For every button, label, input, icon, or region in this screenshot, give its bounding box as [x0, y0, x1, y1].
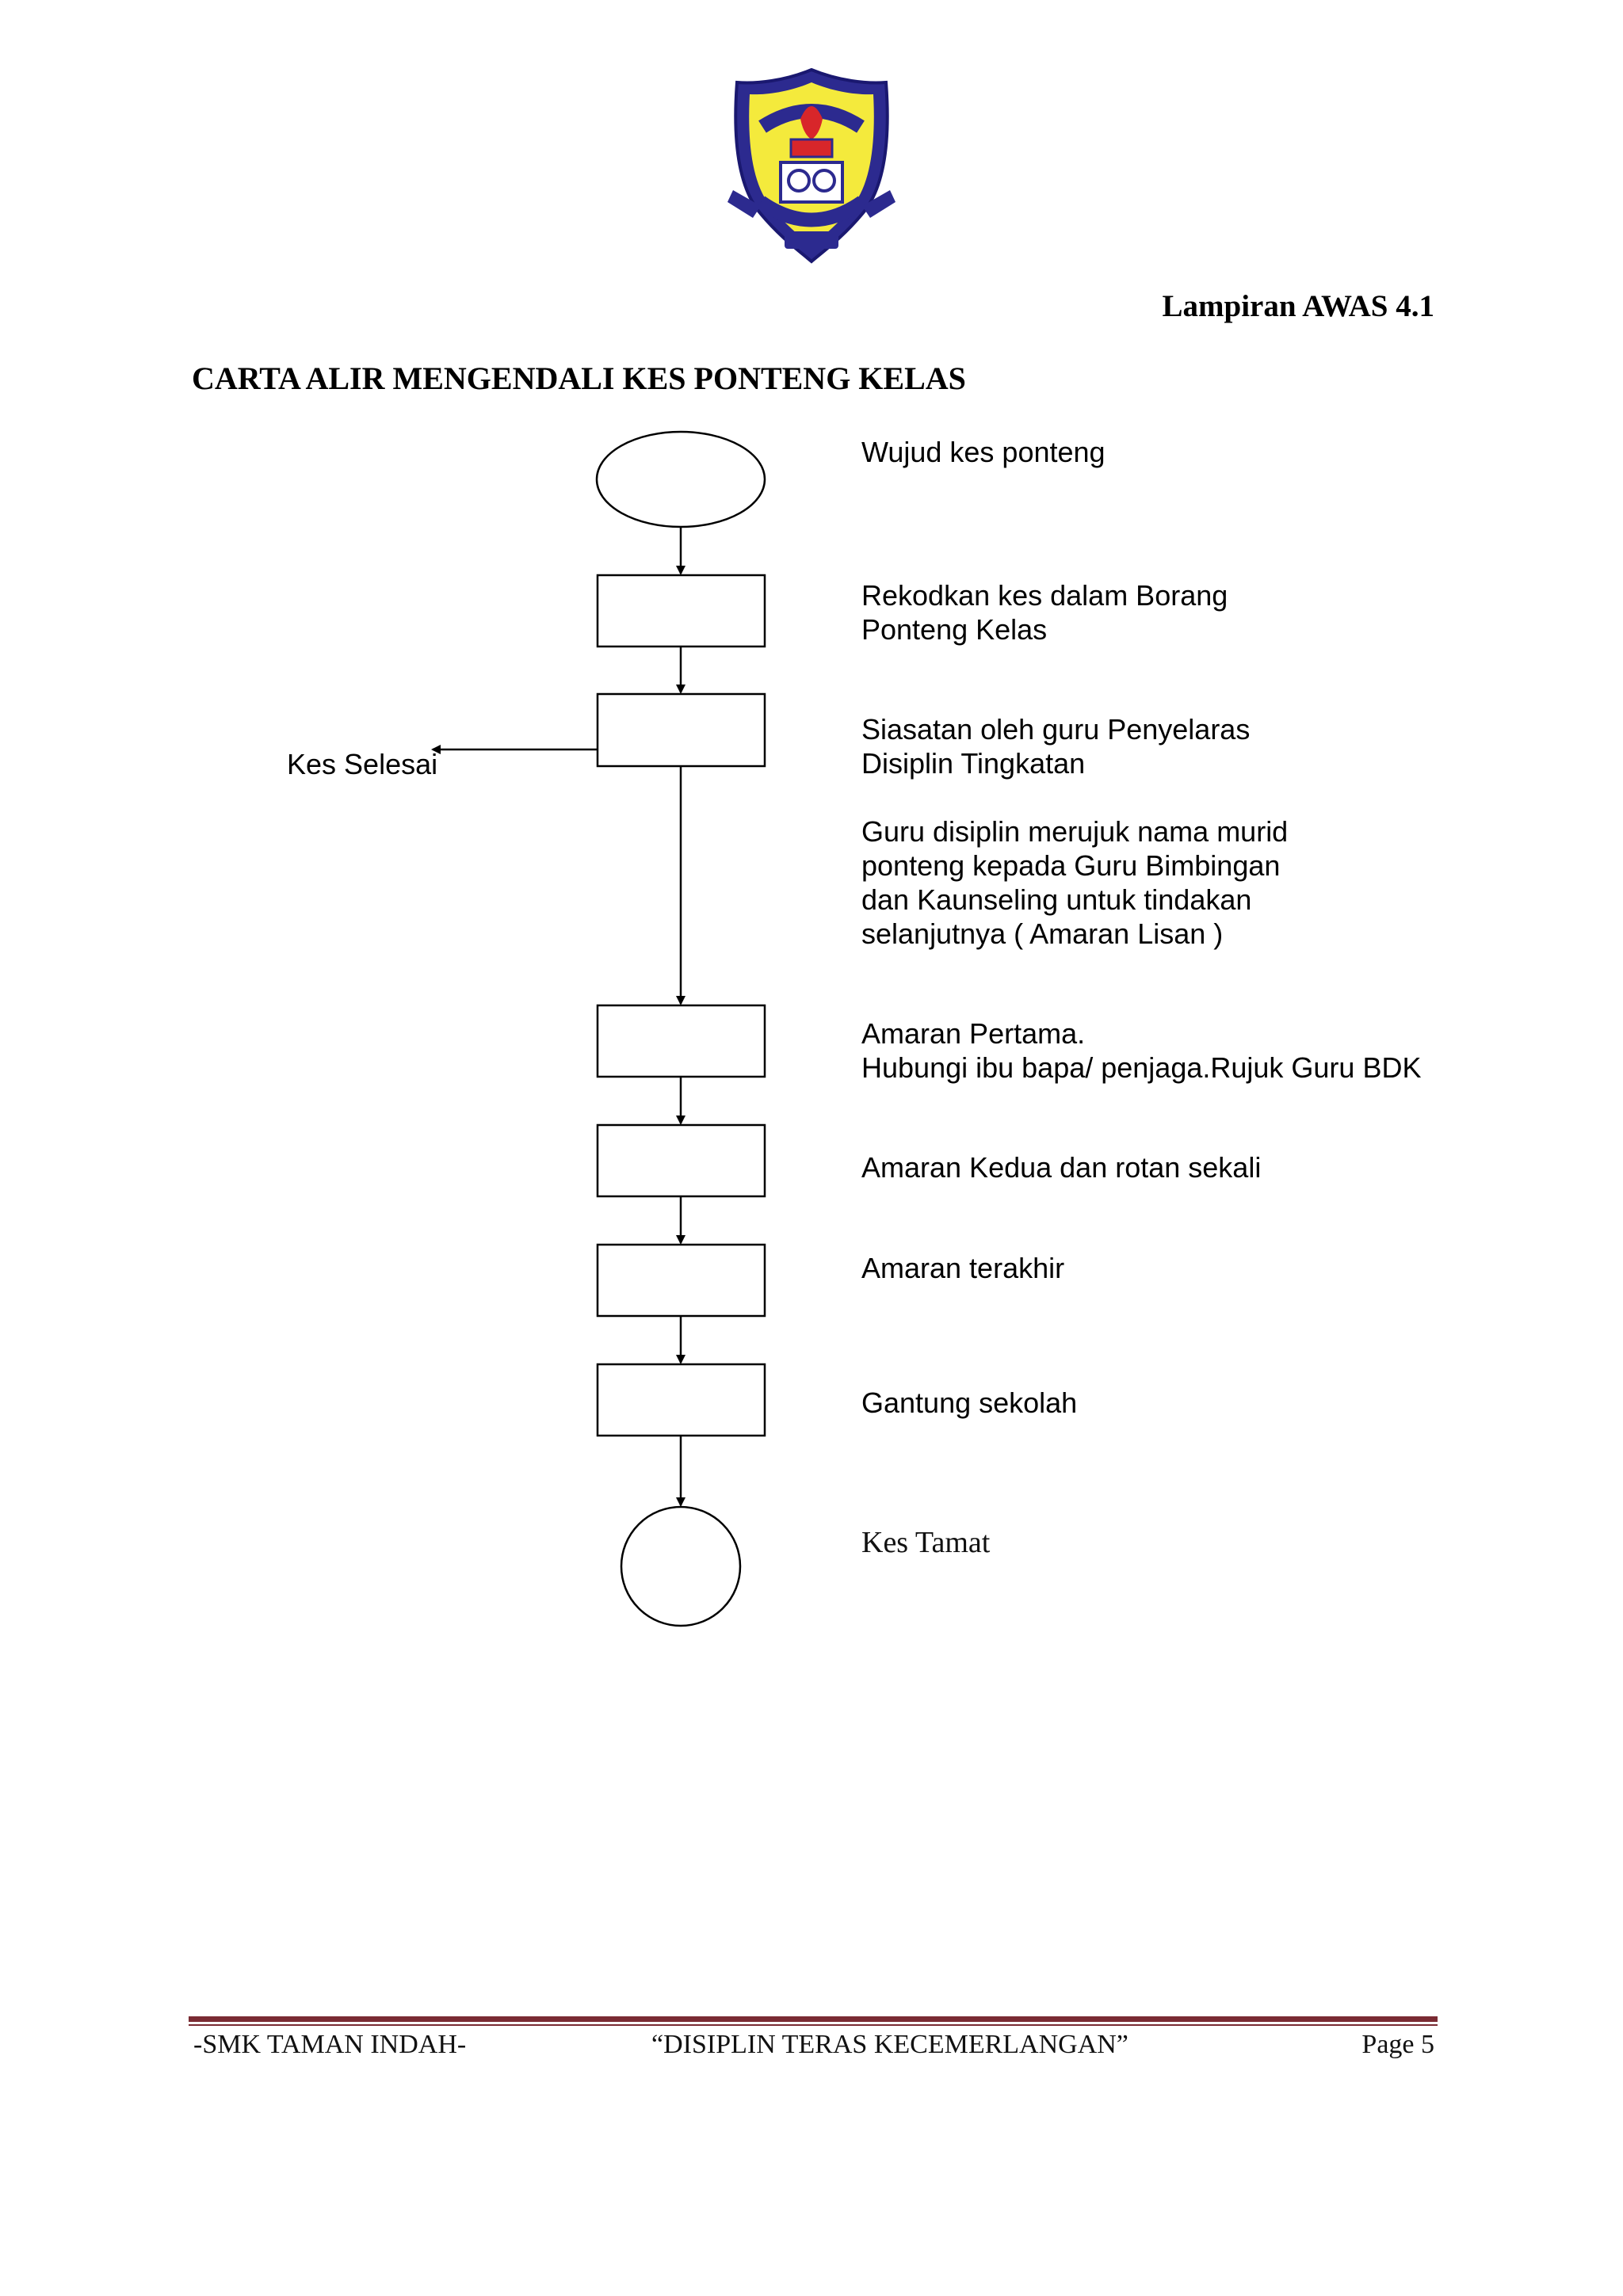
step-2-line-1: Rekodkan kes dalam Borang — [861, 579, 1228, 612]
step-text-5 — [861, 1150, 1261, 1184]
footer-rule — [189, 2016, 1438, 2026]
school-crest-logo — [727, 70, 896, 261]
step-3-line-1: Siasatan oleh guru Penyelaras — [861, 713, 1251, 746]
process-box-5 — [598, 1245, 765, 1316]
step-3-line-7: selanjutnya ( Amaran Lisan ) — [861, 917, 1224, 950]
process-box-1 — [598, 575, 765, 646]
side-branch-label: Kes Selesai — [287, 748, 438, 780]
step-3-line-4: Guru disiplin merujuk nama murid — [861, 815, 1289, 848]
step-text-1 — [861, 435, 1106, 469]
step-1-line-1: Wujud kes ponteng — [861, 436, 1106, 468]
connectors — [433, 527, 681, 1505]
footer-motto: “DISIPLIN TERAS KECEMERLANGAN” — [651, 2030, 1128, 2059]
footer-school-name: -SMK TAMAN INDAH- — [193, 2030, 467, 2059]
step-text-6 — [861, 1251, 1064, 1285]
process-box-4 — [598, 1125, 765, 1196]
step-3-spacer — [861, 780, 1288, 814]
step-3-line-2: Disiplin Tingkatan — [861, 747, 1086, 780]
step-4-line-1: Amaran Pertama. — [861, 1017, 1086, 1050]
step-text-3 — [861, 712, 1288, 951]
step-4-line-2: Hubungi ibu bapa/ penjaga.Rujuk Guru BDK — [861, 1051, 1422, 1084]
process-box-6 — [598, 1364, 765, 1436]
step-text-7 — [861, 1386, 1077, 1420]
process-box-3 — [598, 1005, 765, 1077]
step-5-line-1: Amaran Kedua dan rotan sekali — [861, 1151, 1262, 1184]
step-text-4 — [861, 1016, 1421, 1085]
end-label: Kes Tamat — [861, 1526, 991, 1559]
step-2-line-2: Ponteng Kelas — [861, 613, 1048, 646]
start-terminal — [597, 432, 765, 527]
step-3-line-6: dan Kaunseling untuk tindakan — [861, 883, 1252, 916]
end-terminal — [621, 1507, 740, 1626]
step-7-line-1: Gantung sekolah — [861, 1386, 1078, 1419]
appendix-label: Lampiran AWAS 4.1 — [1162, 289, 1434, 323]
process-box-2 — [598, 694, 765, 766]
step-6-line-1: Amaran terakhir — [861, 1252, 1065, 1284]
step-3-line-5: ponteng kepada Guru Bimbingan — [861, 849, 1281, 882]
step-text-2 — [861, 578, 1228, 646]
page-title: CARTA ALIR MENGENDALI KES PONTENG KELAS — [192, 360, 966, 396]
footer-page-number: Page 5 — [1361, 2030, 1434, 2059]
